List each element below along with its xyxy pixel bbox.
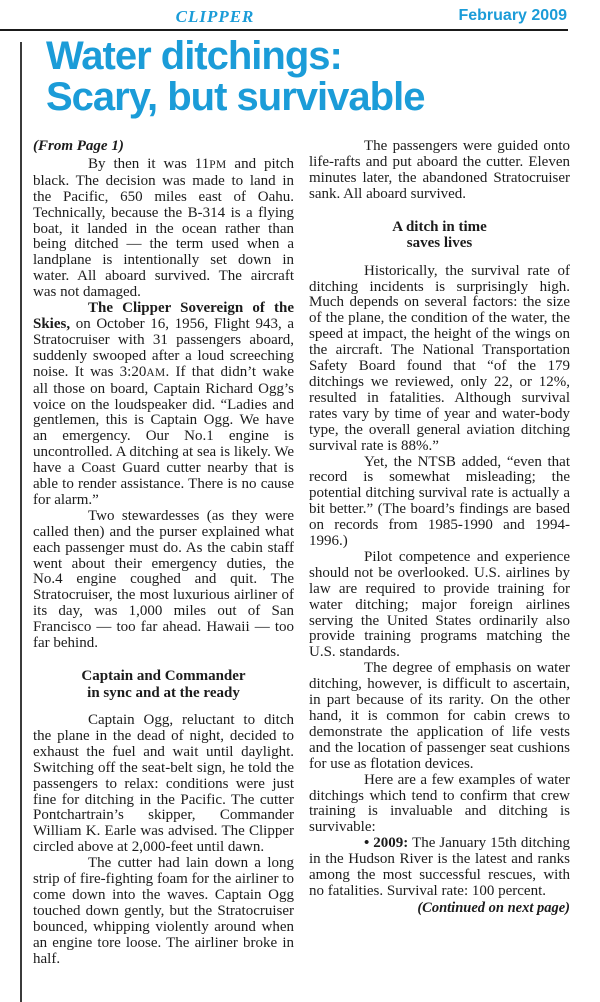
text-run: on October 16, 1956, Flight 943, a Stratocruiser with 31 passengers aboard, suddenly swooped after a loud screeching noise. It was 3:20 [33, 315, 294, 380]
text-run: Here are a few examples of water ditchings which tend to confirm that crew training is invaluable and ditching is survivable: [309, 771, 570, 836]
paragraph [309, 661, 570, 772]
text-run: The passengers were guided onto life-rafts and put aboard the cutter. Eleven minutes later, the abandoned Stratocruiser sank. All aboard survived. [309, 138, 570, 202]
paragraph [309, 264, 570, 455]
headline-line-1: Water ditchings: [46, 34, 342, 78]
headline-line-2: Scary, but survivable [46, 75, 425, 119]
text-run: The January 15th ditching in the Hudson River is the latest and ranks among the most successful rescues, with no fatalities. Survival rate: 100 percent. [309, 835, 570, 899]
continued-note: (Continued on next page) [417, 899, 570, 916]
paragraph [309, 836, 570, 900]
issue-date: February 2009 [458, 7, 567, 24]
text-run: . If that didn’t wake all those on board, Captain Richard Ogg’s voice on the loudspeaker did. “Ladies and gentlemen, this is Captain Ogg. We have an emergency. Our No.1 engine is uncontrolled. A ditching at sea is likely. We have a Coast Guard cutter nearby that is able to render assistance. There is no cause for alarm.” [33, 363, 294, 508]
text-run: and pitch black. The decision was made to land in the Pacific, 650 miles east of Oahu. Technically, because the B-314 is a flying boat, it landed in the ocean rather than being ditched — the term used when a landplane is intentionally set down in water. All aboard survived. The aircraft was not damaged. [33, 155, 294, 301]
paragraph [309, 139, 570, 203]
masthead-title: CLIPPER [175, 7, 255, 26]
paragraph [309, 455, 570, 550]
paragraph [33, 157, 294, 301]
paragraph [309, 550, 570, 661]
text-run: Yet, the NTSB added, “even that record is somewhat misleading; the potential ditching survival rate is actually a bit better.” (The board’s findings are based on records from 1985-1990 and 1994-1996.) [309, 453, 570, 550]
text-run: • 2009: [364, 835, 409, 852]
header-rule [0, 29, 568, 31]
paragraph [33, 856, 294, 967]
article-headline [46, 36, 424, 118]
text-run: The Clipper Sovereign of the Skies, [33, 300, 294, 332]
text-run: Pilot competence and experience should not be overlooked. U.S. airlines by law are required to provide training for water ditching; major foreign airlines serving the United States ordinarily also provide training programs matching the U.S. standards. [309, 548, 570, 661]
section-subhead: Captain and Commander in sync and at the ready [81, 668, 246, 701]
text-run: The degree of emphasis on water ditching, however, is difficult to ascertain, in part because of its rarity. On the other hand, it is common for cabin crews to demonstrate the application of life vests and the location of passenger seat cushions for use as flotation devices. [309, 660, 570, 772]
text-run: By then it was 11 [88, 155, 210, 172]
section-subhead: A ditch in time saves lives [392, 218, 487, 252]
text-run: PM [209, 158, 227, 171]
text-run: Two stewardesses (as they were called then) and the purser explained what each passenger must do. As the cabin staff went about their emergency duties, the No.4 engine coughed and quit. The Stratocruiser, the most luxurious airliner of its day, was 1,000 miles out of San Francisco — too far ahead. Hawaii — too far behind. [33, 507, 294, 652]
text-run: Captain Ogg, reluctant to ditch the plane in the dead of night, decided to exhaust the fuel and wait until daylight. Switching off the seat-belt sign, he told the passengers to relax: conditions were just fine for ditching in the Pacific. The cutter Pontchartrain’s skipper, Commander William K. Earle was advised. The Clipper circled above at 2,000-feet until dawn. [33, 712, 294, 856]
page-edge-line [20, 42, 22, 1002]
article-body [33, 139, 570, 968]
text-run: AM [146, 366, 166, 379]
column-right [309, 139, 570, 968]
from-page-note: (From Page 1) [33, 138, 124, 154]
paragraph [309, 773, 570, 837]
paragraph [33, 713, 294, 856]
paragraph [33, 509, 294, 652]
text-run: The cutter had lain down a long strip of fire-fighting foam for the airliner to come down into the waves. Captain Ogg touched down gently, but the Stratocruiser bounced, whipping violently around when an engine tore loose. The airliner broke in half. [33, 855, 294, 967]
paragraph [33, 301, 294, 509]
text-run: Historically, the survival rate of ditching incidents is surprisingly high. Much depends on several factors: the size of the plane, the condition of the water, the speed at impact, the height of the wings on the aircraft. The National Transportation Safety Board found that “of the 179 ditchings we reviewed, only 22, or 12%, resulted in fatalities. Although survival rates vary by time of year and water-body type, the overall general aviation ditching survival rate is 88%.” [309, 262, 570, 454]
column-left [33, 139, 294, 968]
